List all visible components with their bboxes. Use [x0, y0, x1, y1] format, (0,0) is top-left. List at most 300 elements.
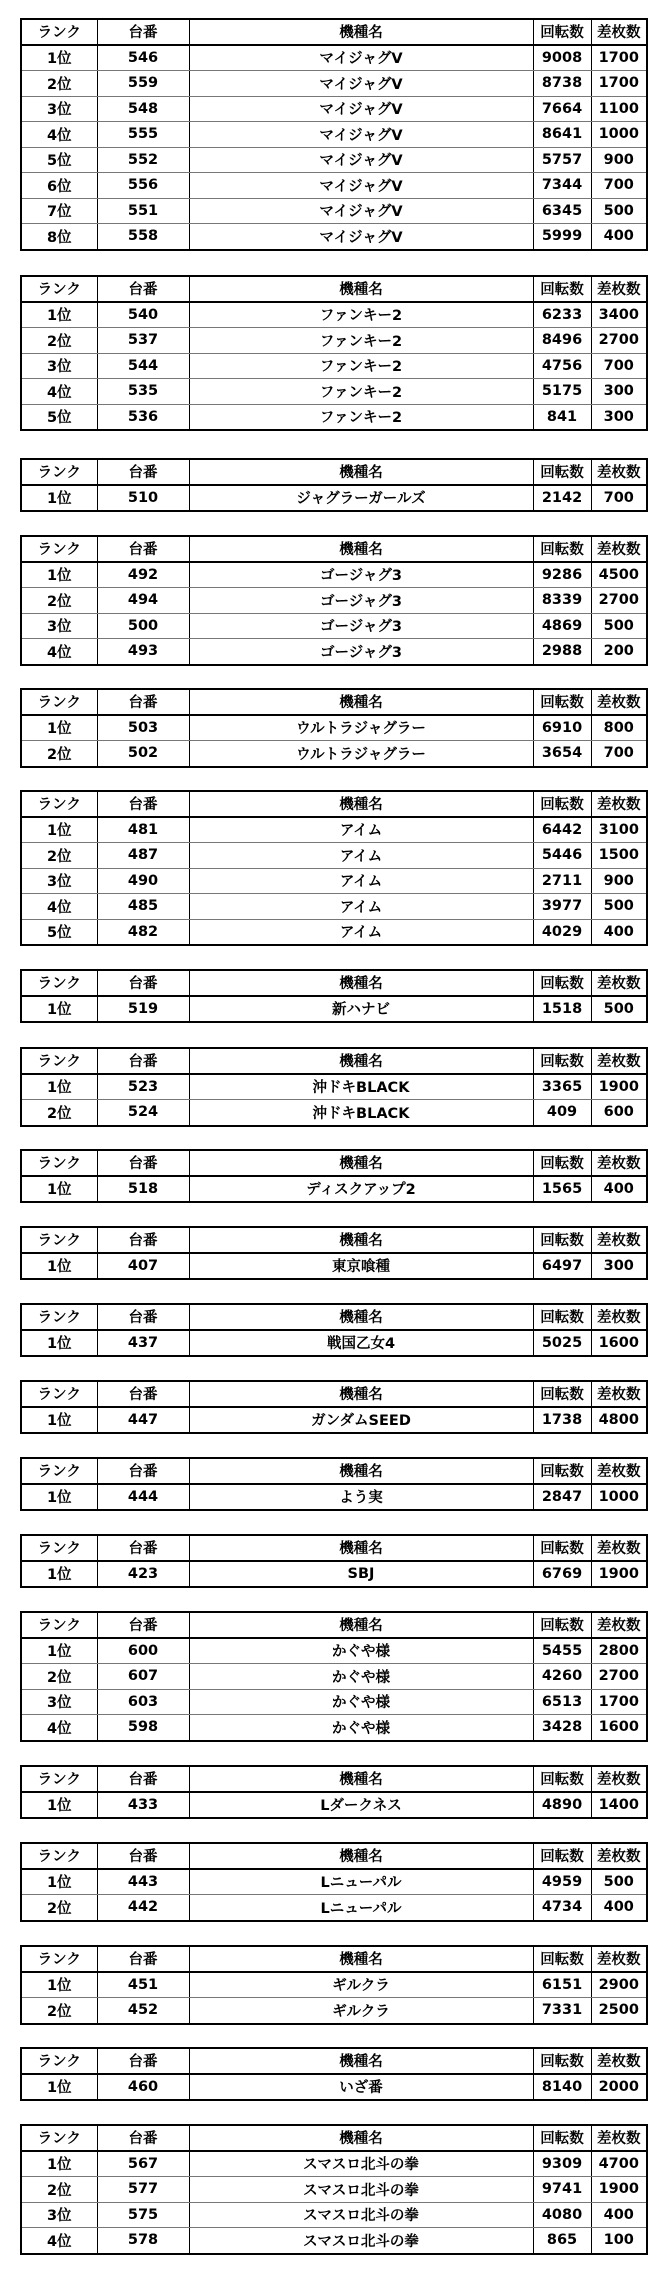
- table-row: [21, 1638, 647, 1664]
- table-row: [21, 485, 647, 512]
- header-machine-no: 台番: [97, 459, 189, 485]
- ranking-table: [20, 969, 648, 1023]
- model-cell: ウルトラジャグラー: [189, 741, 533, 767]
- table-row: [21, 71, 647, 97]
- rank-cell: 1位: [21, 1330, 97, 1357]
- header-model: 機種名: [189, 1227, 533, 1253]
- spins-cell: 8140: [533, 2074, 591, 2101]
- rank-cell: 2位: [21, 741, 97, 767]
- machine-no-cell: 502: [97, 741, 189, 767]
- diff-cell: 300: [591, 379, 647, 405]
- diff-cell: 400: [591, 919, 647, 945]
- rank-cell: 4位: [21, 1715, 97, 1741]
- diff-cell: 1600: [591, 1330, 647, 1357]
- ranking-table: [20, 275, 648, 431]
- header-model: 機種名: [189, 19, 533, 45]
- rank-cell: 1位: [21, 1638, 97, 1664]
- machine-no-cell: 494: [97, 588, 189, 614]
- diff-cell: 400: [591, 1176, 647, 1203]
- table-row: [21, 919, 647, 945]
- machine-no-cell: 536: [97, 404, 189, 430]
- diff-cell: 600: [591, 1100, 647, 1126]
- table-row: [21, 588, 647, 614]
- model-cell: スマスロ北斗の拳: [189, 2151, 533, 2177]
- spins-cell: 1518: [533, 996, 591, 1023]
- rank-cell: 4位: [21, 122, 97, 148]
- rank-cell: 3位: [21, 2202, 97, 2228]
- rank-cell: 1位: [21, 562, 97, 588]
- spins-cell: 865: [533, 2228, 591, 2254]
- header-diff: 差枚数: [591, 276, 647, 302]
- model-cell: いざ番: [189, 2074, 533, 2101]
- model-cell: かぐや様: [189, 1715, 533, 1741]
- header-diff: 差枚数: [591, 1535, 647, 1561]
- table-header-row: [21, 1843, 647, 1869]
- rank-cell: 2位: [21, 1664, 97, 1690]
- spins-cell: 9008: [533, 45, 591, 71]
- machine-no-cell: 518: [97, 1176, 189, 1203]
- header-diff: 差枚数: [591, 1227, 647, 1253]
- diff-cell: 900: [591, 868, 647, 894]
- spins-cell: 841: [533, 404, 591, 430]
- rank-cell: 1位: [21, 996, 97, 1023]
- spins-cell: 6233: [533, 302, 591, 328]
- header-diff: 差枚数: [591, 1612, 647, 1638]
- table-header-row: [21, 19, 647, 45]
- model-cell: ウルトラジャグラー: [189, 715, 533, 741]
- diff-cell: 1000: [591, 1484, 647, 1511]
- model-cell: マイジャグV: [189, 173, 533, 199]
- ranking-table: [20, 1842, 648, 1922]
- spins-cell: 6513: [533, 1689, 591, 1715]
- model-cell: マイジャグV: [189, 198, 533, 224]
- spins-cell: 7331: [533, 1998, 591, 2024]
- table-header-row: [21, 2125, 647, 2151]
- header-rank: ランク: [21, 2048, 97, 2074]
- diff-cell: 1900: [591, 1561, 647, 1588]
- diff-cell: 4800: [591, 1407, 647, 1434]
- model-cell: アイム: [189, 868, 533, 894]
- machine-no-cell: 481: [97, 817, 189, 843]
- table-row: [21, 843, 647, 869]
- rank-cell: 7位: [21, 198, 97, 224]
- header-model: 機種名: [189, 970, 533, 996]
- table-row: [21, 741, 647, 767]
- diff-cell: 4500: [591, 562, 647, 588]
- header-rank: ランク: [21, 970, 97, 996]
- machine-no-cell: 433: [97, 1792, 189, 1819]
- diff-cell: 400: [591, 224, 647, 250]
- table-row: [21, 894, 647, 920]
- spins-cell: 4260: [533, 1664, 591, 1690]
- header-diff: 差枚数: [591, 970, 647, 996]
- table-header-row: [21, 1766, 647, 1792]
- model-cell: SBJ: [189, 1561, 533, 1588]
- diff-cell: 1700: [591, 71, 647, 97]
- header-model: 機種名: [189, 1946, 533, 1972]
- table-row: [21, 1792, 647, 1819]
- table-row: [21, 1253, 647, 1280]
- table-row: [21, 328, 647, 354]
- rank-cell: 1位: [21, 302, 97, 328]
- diff-cell: 700: [591, 485, 647, 512]
- header-spins: 回転数: [533, 276, 591, 302]
- machine-no-cell: 493: [97, 639, 189, 665]
- header-model: 機種名: [189, 276, 533, 302]
- rank-cell: 5位: [21, 147, 97, 173]
- table-row: [21, 1998, 647, 2024]
- header-diff: 差枚数: [591, 536, 647, 562]
- header-machine-no: 台番: [97, 1766, 189, 1792]
- header-machine-no: 台番: [97, 276, 189, 302]
- header-model: 機種名: [189, 1150, 533, 1176]
- table-row: [21, 562, 647, 588]
- header-spins: 回転数: [533, 689, 591, 715]
- rank-cell: 5位: [21, 919, 97, 945]
- table-row: [21, 1715, 647, 1741]
- model-cell: ファンキー2: [189, 353, 533, 379]
- table-row: [21, 1972, 647, 1998]
- header-diff: 差枚数: [591, 19, 647, 45]
- spins-cell: 5455: [533, 1638, 591, 1664]
- table-header-row: [21, 1458, 647, 1484]
- model-cell: マイジャグV: [189, 96, 533, 122]
- spins-cell: 409: [533, 1100, 591, 1126]
- model-cell: ゴージャグ3: [189, 613, 533, 639]
- header-model: 機種名: [189, 1535, 533, 1561]
- spins-cell: 3365: [533, 1074, 591, 1100]
- header-model: 機種名: [189, 689, 533, 715]
- rank-cell: 1位: [21, 2074, 97, 2101]
- table-row: [21, 224, 647, 250]
- rank-cell: 4位: [21, 379, 97, 405]
- table-header-row: [21, 791, 647, 817]
- header-diff: 差枚数: [591, 689, 647, 715]
- ranking-table: [20, 1149, 648, 1203]
- header-rank: ランク: [21, 536, 97, 562]
- diff-cell: 1600: [591, 1715, 647, 1741]
- header-machine-no: 台番: [97, 2125, 189, 2151]
- header-machine-no: 台番: [97, 1304, 189, 1330]
- rank-cell: 1位: [21, 1484, 97, 1511]
- header-diff: 差枚数: [591, 1946, 647, 1972]
- spins-cell: 2142: [533, 485, 591, 512]
- header-machine-no: 台番: [97, 1381, 189, 1407]
- table-row: [21, 1484, 647, 1511]
- rank-cell: 5位: [21, 404, 97, 430]
- machine-no-cell: 451: [97, 1972, 189, 1998]
- machine-no-cell: 490: [97, 868, 189, 894]
- spins-cell: 5025: [533, 1330, 591, 1357]
- table-row: [21, 613, 647, 639]
- model-cell: ゴージャグ3: [189, 588, 533, 614]
- rank-cell: 2位: [21, 1998, 97, 2024]
- rank-cell: 1位: [21, 2151, 97, 2177]
- spins-cell: 5757: [533, 147, 591, 173]
- header-model: 機種名: [189, 1381, 533, 1407]
- model-cell: ジャグラーガールズ: [189, 485, 533, 512]
- machine-no-cell: 500: [97, 613, 189, 639]
- machine-no-cell: 535: [97, 379, 189, 405]
- header-machine-no: 台番: [97, 970, 189, 996]
- ranking-table: [20, 1611, 648, 1742]
- header-spins: 回転数: [533, 19, 591, 45]
- machine-no-cell: 452: [97, 1998, 189, 2024]
- table-row: [21, 96, 647, 122]
- table-row: [21, 353, 647, 379]
- machine-no-cell: 442: [97, 1895, 189, 1921]
- header-diff: 差枚数: [591, 2048, 647, 2074]
- model-cell: ゴージャグ3: [189, 639, 533, 665]
- rank-cell: 2位: [21, 843, 97, 869]
- rank-cell: 3位: [21, 613, 97, 639]
- model-cell: アイム: [189, 817, 533, 843]
- header-spins: 回転数: [533, 1048, 591, 1074]
- model-cell: かぐや様: [189, 1664, 533, 1690]
- header-spins: 回転数: [533, 791, 591, 817]
- diff-cell: 2000: [591, 2074, 647, 2101]
- machine-no-cell: 555: [97, 122, 189, 148]
- table-row: [21, 45, 647, 71]
- table-header-row: [21, 1535, 647, 1561]
- table-header-row: [21, 459, 647, 485]
- model-cell: マイジャグV: [189, 147, 533, 173]
- table-row: [21, 639, 647, 665]
- machine-no-cell: 559: [97, 71, 189, 97]
- model-cell: アイム: [189, 894, 533, 920]
- model-cell: アイム: [189, 919, 533, 945]
- header-rank: ランク: [21, 1381, 97, 1407]
- rank-cell: 2位: [21, 1100, 97, 1126]
- model-cell: 沖ドキBLACK: [189, 1074, 533, 1100]
- header-machine-no: 台番: [97, 1946, 189, 1972]
- header-rank: ランク: [21, 2125, 97, 2151]
- ranking-table: [20, 1047, 648, 1127]
- spins-cell: 2711: [533, 868, 591, 894]
- header-rank: ランク: [21, 1150, 97, 1176]
- rank-cell: 2位: [21, 71, 97, 97]
- spins-cell: 9286: [533, 562, 591, 588]
- spins-cell: 5999: [533, 224, 591, 250]
- table-row: [21, 1869, 647, 1895]
- header-machine-no: 台番: [97, 1843, 189, 1869]
- diff-cell: 3100: [591, 817, 647, 843]
- model-cell: マイジャグV: [189, 71, 533, 97]
- rank-cell: 3位: [21, 353, 97, 379]
- diff-cell: 900: [591, 147, 647, 173]
- table-row: [21, 2202, 647, 2228]
- rank-cell: 4位: [21, 639, 97, 665]
- header-model: 機種名: [189, 1843, 533, 1869]
- rank-cell: 3位: [21, 1689, 97, 1715]
- machine-no-cell: 523: [97, 1074, 189, 1100]
- table-header-row: [21, 1304, 647, 1330]
- header-model: 機種名: [189, 1304, 533, 1330]
- header-model: 機種名: [189, 536, 533, 562]
- spins-cell: 7344: [533, 173, 591, 199]
- rank-cell: 1位: [21, 1561, 97, 1588]
- machine-no-cell: 551: [97, 198, 189, 224]
- machine-no-cell: 600: [97, 1638, 189, 1664]
- header-diff: 差枚数: [591, 791, 647, 817]
- header-machine-no: 台番: [97, 536, 189, 562]
- model-cell: ファンキー2: [189, 379, 533, 405]
- diff-cell: 2500: [591, 1998, 647, 2024]
- model-cell: スマスロ北斗の拳: [189, 2202, 533, 2228]
- model-cell: ギルクラ: [189, 1998, 533, 2024]
- header-diff: 差枚数: [591, 1458, 647, 1484]
- table-header-row: [21, 1381, 647, 1407]
- header-rank: ランク: [21, 1946, 97, 1972]
- table-row: [21, 379, 647, 405]
- diff-cell: 300: [591, 1253, 647, 1280]
- model-cell: 東京喰種: [189, 1253, 533, 1280]
- rank-cell: 4位: [21, 894, 97, 920]
- rank-cell: 1位: [21, 1407, 97, 1434]
- machine-no-cell: 503: [97, 715, 189, 741]
- spins-cell: 8339: [533, 588, 591, 614]
- machine-no-cell: 444: [97, 1484, 189, 1511]
- table-row: [21, 147, 647, 173]
- diff-cell: 500: [591, 894, 647, 920]
- spins-cell: 4734: [533, 1895, 591, 1921]
- rank-cell: 1位: [21, 817, 97, 843]
- diff-cell: 500: [591, 1869, 647, 1895]
- machine-no-cell: 482: [97, 919, 189, 945]
- header-rank: ランク: [21, 19, 97, 45]
- ranking-table: [20, 535, 648, 666]
- header-rank: ランク: [21, 1766, 97, 1792]
- machine-no-cell: 487: [97, 843, 189, 869]
- header-model: 機種名: [189, 2125, 533, 2151]
- header-rank: ランク: [21, 689, 97, 715]
- header-diff: 差枚数: [591, 1381, 647, 1407]
- diff-cell: 2900: [591, 1972, 647, 1998]
- model-cell: 新ハナビ: [189, 996, 533, 1023]
- machine-no-cell: 485: [97, 894, 189, 920]
- header-machine-no: 台番: [97, 1227, 189, 1253]
- diff-cell: 1500: [591, 843, 647, 869]
- spins-cell: 8496: [533, 328, 591, 354]
- diff-cell: 4700: [591, 2151, 647, 2177]
- diff-cell: 800: [591, 715, 647, 741]
- spins-cell: 3654: [533, 741, 591, 767]
- machine-no-cell: 548: [97, 96, 189, 122]
- machine-no-cell: 407: [97, 1253, 189, 1280]
- ranking-table: [20, 1457, 648, 1511]
- header-spins: 回転数: [533, 536, 591, 562]
- rank-cell: 2位: [21, 1895, 97, 1921]
- diff-cell: 1000: [591, 122, 647, 148]
- rank-cell: 1位: [21, 1972, 97, 1998]
- model-cell: ファンキー2: [189, 328, 533, 354]
- machine-no-cell: 567: [97, 2151, 189, 2177]
- header-model: 機種名: [189, 459, 533, 485]
- header-model: 機種名: [189, 1612, 533, 1638]
- diff-cell: 1700: [591, 45, 647, 71]
- rank-cell: 2位: [21, 2177, 97, 2203]
- header-rank: ランク: [21, 1535, 97, 1561]
- machine-no-cell: 558: [97, 224, 189, 250]
- table-row: [21, 2177, 647, 2203]
- diff-cell: 300: [591, 404, 647, 430]
- spins-cell: 4756: [533, 353, 591, 379]
- ranking-table: [20, 18, 648, 251]
- table-row: [21, 996, 647, 1023]
- header-spins: 回転数: [533, 1381, 591, 1407]
- model-cell: Lニューパル: [189, 1869, 533, 1895]
- header-diff: 差枚数: [591, 2125, 647, 2151]
- header-spins: 回転数: [533, 1227, 591, 1253]
- diff-cell: 3400: [591, 302, 647, 328]
- table-row: [21, 2074, 647, 2101]
- header-spins: 回転数: [533, 1304, 591, 1330]
- spins-cell: 1565: [533, 1176, 591, 1203]
- header-model: 機種名: [189, 791, 533, 817]
- header-machine-no: 台番: [97, 1535, 189, 1561]
- model-cell: かぐや様: [189, 1638, 533, 1664]
- header-diff: 差枚数: [591, 1766, 647, 1792]
- header-rank: ランク: [21, 1304, 97, 1330]
- header-machine-no: 台番: [97, 19, 189, 45]
- table-row: [21, 1561, 647, 1588]
- diff-cell: 2800: [591, 1638, 647, 1664]
- header-rank: ランク: [21, 1048, 97, 1074]
- header-model: 機種名: [189, 1048, 533, 1074]
- machine-no-cell: 552: [97, 147, 189, 173]
- spins-cell: 4959: [533, 1869, 591, 1895]
- model-cell: よう実: [189, 1484, 533, 1511]
- header-spins: 回転数: [533, 459, 591, 485]
- spins-cell: 2847: [533, 1484, 591, 1511]
- model-cell: スマスロ北斗の拳: [189, 2228, 533, 2254]
- ranking-table: [20, 458, 648, 512]
- header-spins: 回転数: [533, 970, 591, 996]
- header-rank: ランク: [21, 1843, 97, 1869]
- machine-no-cell: 460: [97, 2074, 189, 2101]
- diff-cell: 1100: [591, 96, 647, 122]
- header-spins: 回転数: [533, 1612, 591, 1638]
- spins-cell: 4890: [533, 1792, 591, 1819]
- spins-cell: 6910: [533, 715, 591, 741]
- header-model: 機種名: [189, 1766, 533, 1792]
- diff-cell: 2700: [591, 588, 647, 614]
- rank-cell: 4位: [21, 2228, 97, 2254]
- model-cell: ファンキー2: [189, 302, 533, 328]
- rank-cell: 1位: [21, 1253, 97, 1280]
- diff-cell: 700: [591, 353, 647, 379]
- model-cell: ファンキー2: [189, 404, 533, 430]
- spins-cell: 9741: [533, 2177, 591, 2203]
- header-rank: ランク: [21, 1458, 97, 1484]
- model-cell: ゴージャグ3: [189, 562, 533, 588]
- machine-no-cell: 578: [97, 2228, 189, 2254]
- ranking-table: [20, 1226, 648, 1280]
- header-rank: ランク: [21, 459, 97, 485]
- header-spins: 回転数: [533, 2125, 591, 2151]
- model-cell: マイジャグV: [189, 45, 533, 71]
- diff-cell: 700: [591, 741, 647, 767]
- model-cell: スマスロ北斗の拳: [189, 2177, 533, 2203]
- spins-cell: 1738: [533, 1407, 591, 1434]
- model-cell: ガンダムSEED: [189, 1407, 533, 1434]
- machine-no-cell: 492: [97, 562, 189, 588]
- spins-cell: 6769: [533, 1561, 591, 1588]
- header-spins: 回転数: [533, 1458, 591, 1484]
- header-diff: 差枚数: [591, 1150, 647, 1176]
- diff-cell: 100: [591, 2228, 647, 2254]
- spins-cell: 6151: [533, 1972, 591, 1998]
